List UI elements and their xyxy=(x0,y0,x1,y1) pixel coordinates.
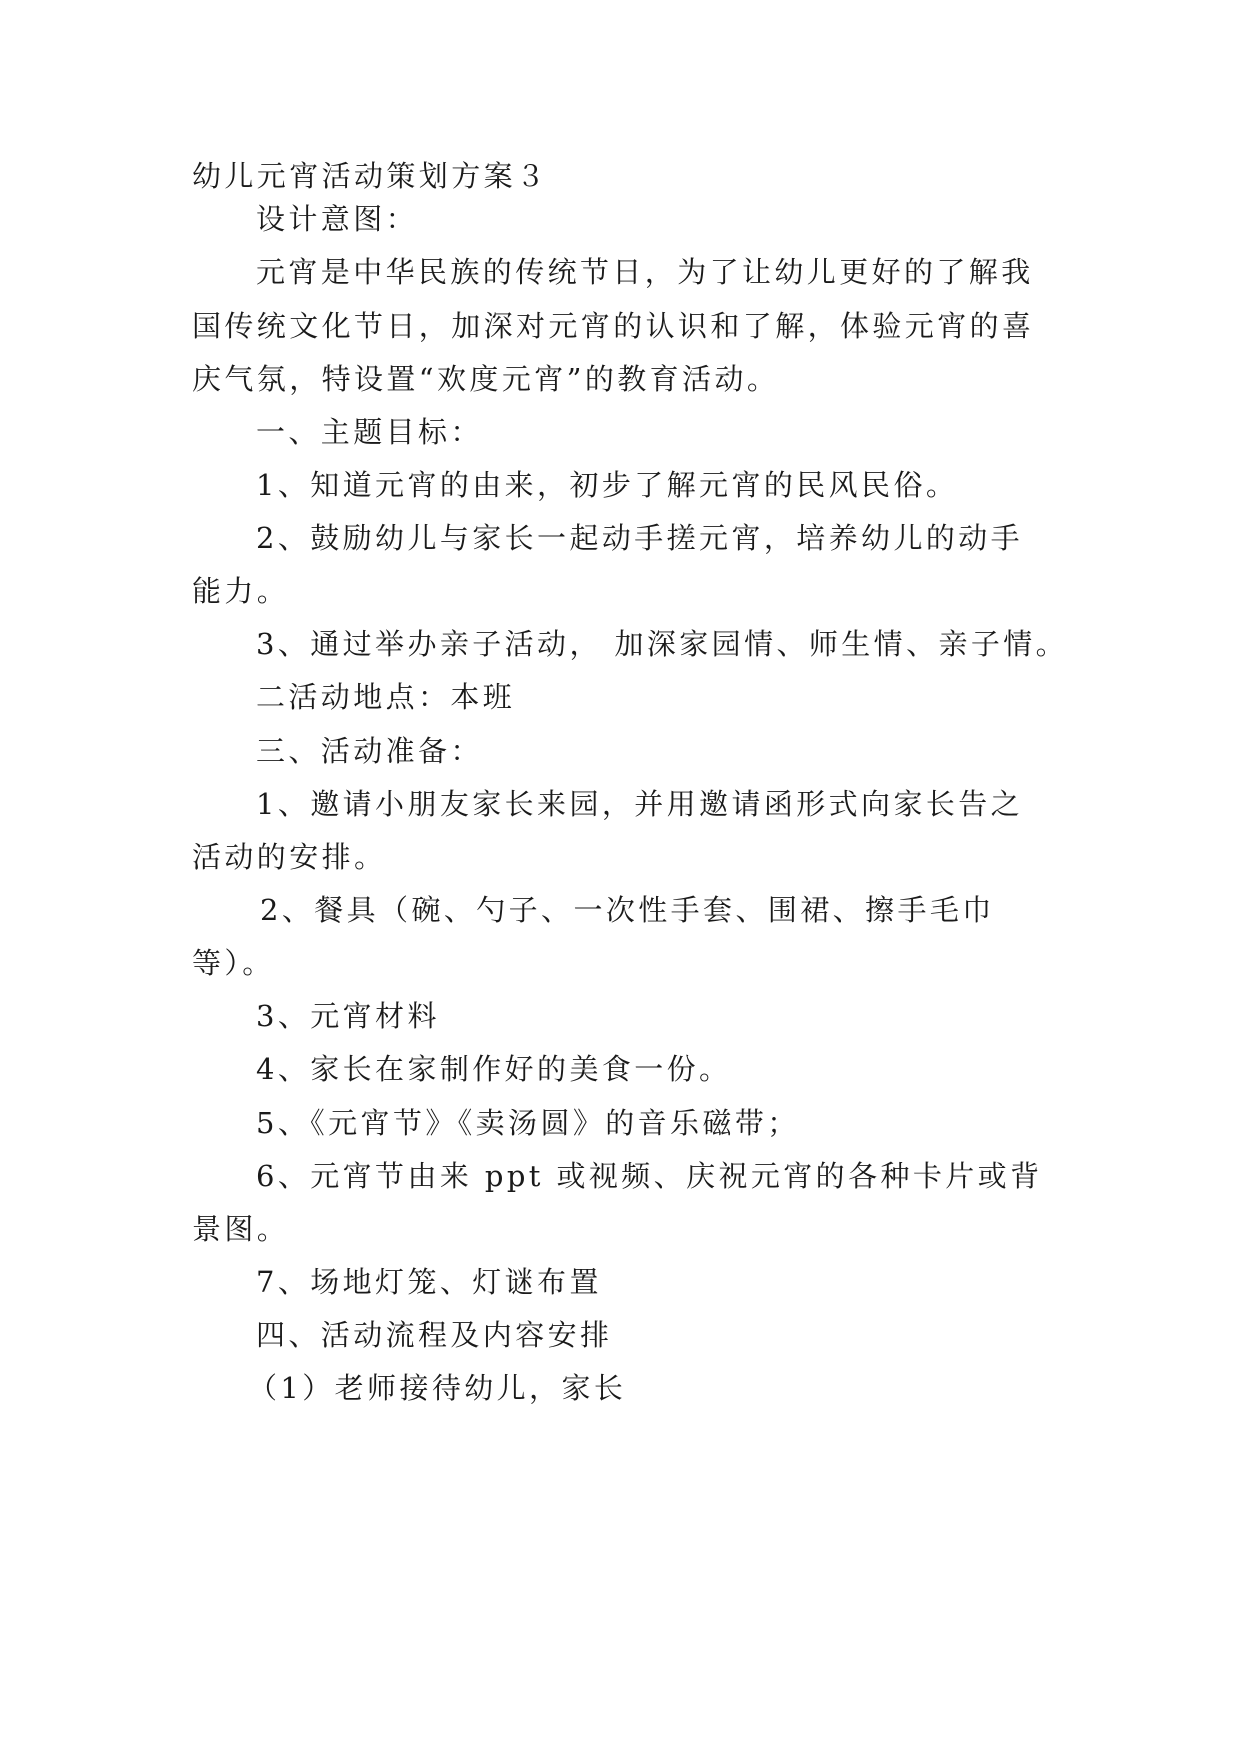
section-goals-heading: 一、主题目标： xyxy=(256,415,483,449)
list-item-continuation: 活动的安排。 xyxy=(192,840,387,874)
list-item: 1、邀请小朋友家长来园，并用邀请函形式向家长告之 xyxy=(256,787,1024,821)
list-item: 2、餐具（碗、勺子、一次性手套、围裙、擦手毛巾 xyxy=(260,893,995,927)
section-process-heading: 四、活动流程及内容安排 xyxy=(256,1318,613,1352)
list-item: 2、鼓励幼儿与家长一起动手搓元宵，培养幼儿的动手 xyxy=(256,521,1024,555)
document-title: 幼儿元宵活动策划方案３ xyxy=(192,159,549,193)
section-location-heading: 二活动地点：本班 xyxy=(256,680,516,714)
list-item: 5、《元宵节》《卖汤圆》的音乐磁带； xyxy=(256,1106,800,1140)
paragraph-line: 国传统文化节日，加深对元宵的认识和了解，体验元宵的喜 xyxy=(192,309,1035,343)
list-item-continuation: 景图。 xyxy=(192,1212,290,1246)
section-preparation-heading: 三、活动准备： xyxy=(256,734,483,768)
list-item: （1）老师接待幼儿，家长 xyxy=(248,1371,627,1405)
paragraph-line: 庆气氛，特设置“欢度元宵”的教育活动。 xyxy=(192,362,780,396)
list-item: 6、元宵节由来 ppt 或视频、庆祝元宵的各种卡片或背 xyxy=(256,1159,1043,1193)
paragraph-line: 元宵是中华民族的传统节日，为了让幼儿更好的了解我 xyxy=(256,255,1034,289)
section-design-intent-heading: 设计意图： xyxy=(256,202,419,236)
list-item-continuation: 等）。 xyxy=(192,946,275,980)
list-item: 7、场地灯笼、灯谜布置 xyxy=(256,1265,602,1299)
list-item-continuation: 能力。 xyxy=(192,574,290,608)
list-item: 1、知道元宵的由来，初步了解元宵的民风民俗。 xyxy=(256,468,959,502)
list-item: 3、通过举办亲子活动， 加深家园情、师生情、亲子情。 xyxy=(256,627,1069,661)
list-item: 4、家长在家制作好的美食一份。 xyxy=(256,1052,732,1086)
list-item: 3、元宵材料 xyxy=(256,999,440,1033)
